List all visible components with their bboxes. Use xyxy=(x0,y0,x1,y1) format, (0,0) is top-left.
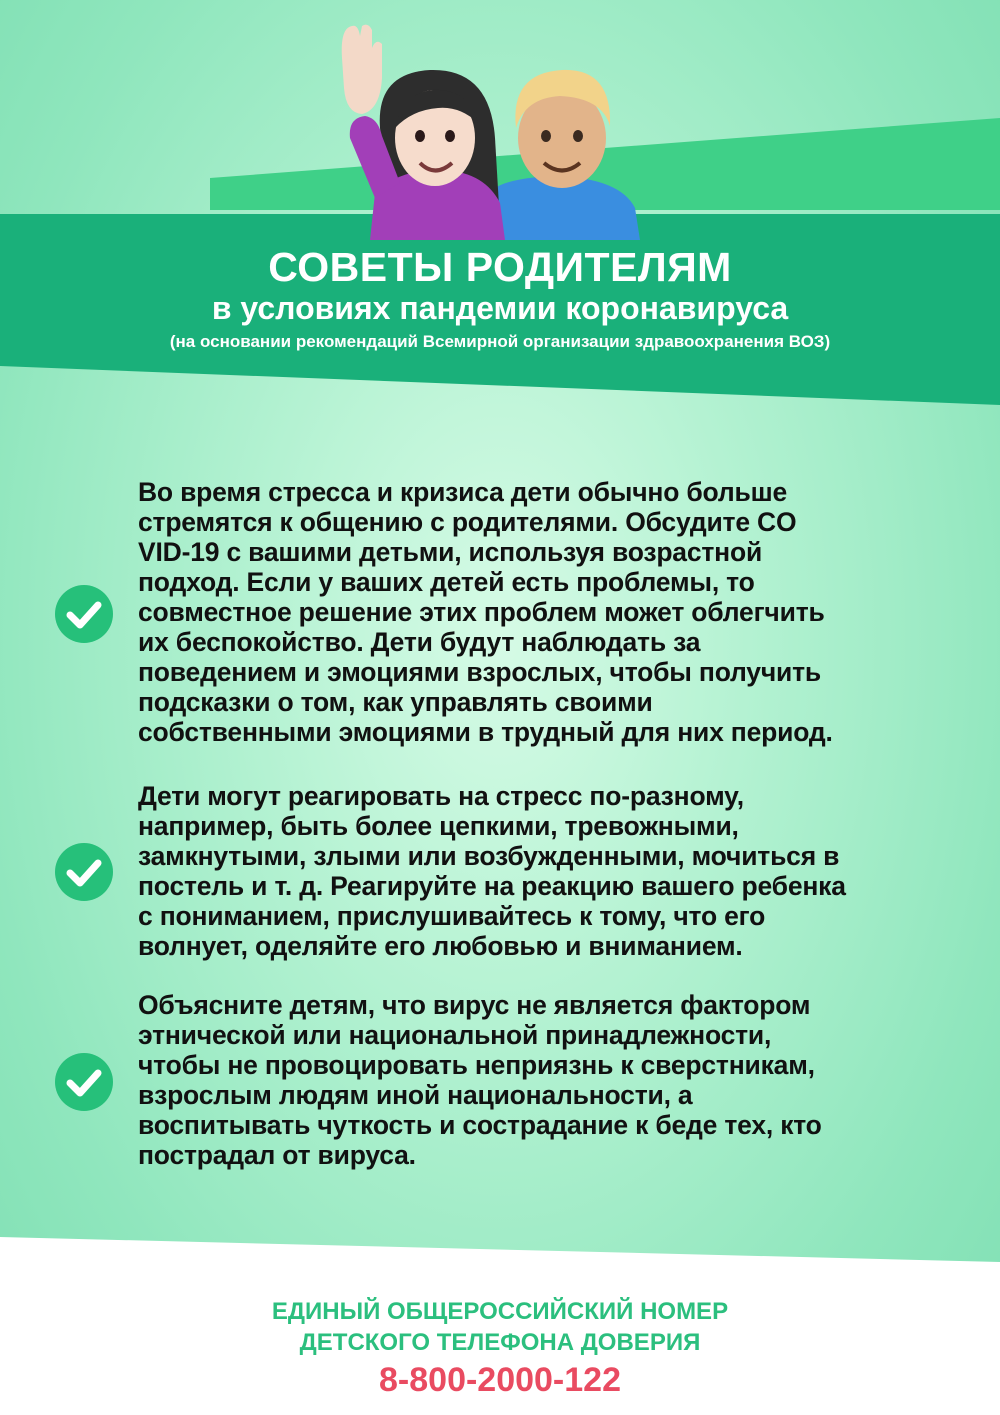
tip-line: пострадал от вируса. xyxy=(138,1140,416,1170)
page-title: СОВЕТЫ РОДИТЕЛЯМ xyxy=(268,244,732,290)
hotline-phone-number[interactable]: 8-800-2000-122 xyxy=(379,1361,621,1399)
tip-line: подсказки о том, как управлять своими xyxy=(138,687,653,717)
hotline-caption-line1: ЕДИНЫЙ ОБЩЕРОССИЙСКИЙ НОМЕР xyxy=(271,1298,729,1325)
tip-line: Во время стресса и кризиса дети обычно больше xyxy=(138,477,788,507)
tip-line: взрослым людям иной национальности, а xyxy=(138,1080,693,1110)
tip-line: совместное решение этих проблем может облегчить xyxy=(138,597,825,627)
tip-line: этнической или национальной принадлежности, xyxy=(138,1020,772,1050)
tip-line: собственными эмоциями в трудный для них период. xyxy=(138,717,833,747)
tip-line: их беспокойство. Дети будут наблюдать за xyxy=(138,627,701,657)
couple-waving-icon xyxy=(320,18,650,240)
check-circle-icon xyxy=(54,584,114,644)
tip-line: Дети могут реагировать на стресс по-разному, xyxy=(138,781,744,811)
tip-line: подход. Если у ваших детей есть проблемы, то xyxy=(138,567,755,597)
tip-line: поведением и эмоциями взрослых, чтобы получить xyxy=(138,657,821,687)
footer xyxy=(0,1296,1000,1400)
tip-line: VID-19 с вашими детьми, используя возрастной xyxy=(138,537,763,567)
tip-line: например, быть более цепкими, тревожными, xyxy=(138,811,739,841)
tip-paragraph-3 xyxy=(138,990,978,1170)
header xyxy=(0,244,1000,354)
tip-line: воспитывать чуткость и сострадание к беде тех, кто xyxy=(138,1110,822,1140)
tip-line: постель и т. д. Реагируйте на реакцию вашего ребенка xyxy=(138,871,846,901)
check-circle-icon xyxy=(54,842,114,902)
tip-line: замкнутыми, злыми или возбужденными, мочиться в xyxy=(138,841,840,871)
tip-paragraph-2 xyxy=(138,781,978,961)
hotline-caption-line2: ДЕТСКОГО ТЕЛЕФОНА ДОВЕРИЯ xyxy=(299,1329,701,1356)
tip-line: волнует, оделяйте его любовью и вниманием. xyxy=(138,931,743,961)
page-subtitle: в условиях пандемии коронавируса xyxy=(211,290,789,326)
tip-line: чтобы не провоцировать неприязнь к сверстникам, xyxy=(138,1050,815,1080)
tip-line: стремятся к общению с родителями. Обсудите CO xyxy=(138,507,797,537)
tip-paragraph-1 xyxy=(138,477,978,747)
tip-line: с пониманием, прислушивайтесь к тому, что его xyxy=(138,901,766,931)
tip-line: Объясните детям, что вирус не является фактором xyxy=(138,990,811,1020)
source-note: (на основании рекомендаций Всемирной организации здравоохранения ВОЗ) xyxy=(169,332,831,351)
check-circle-icon xyxy=(54,1052,114,1112)
